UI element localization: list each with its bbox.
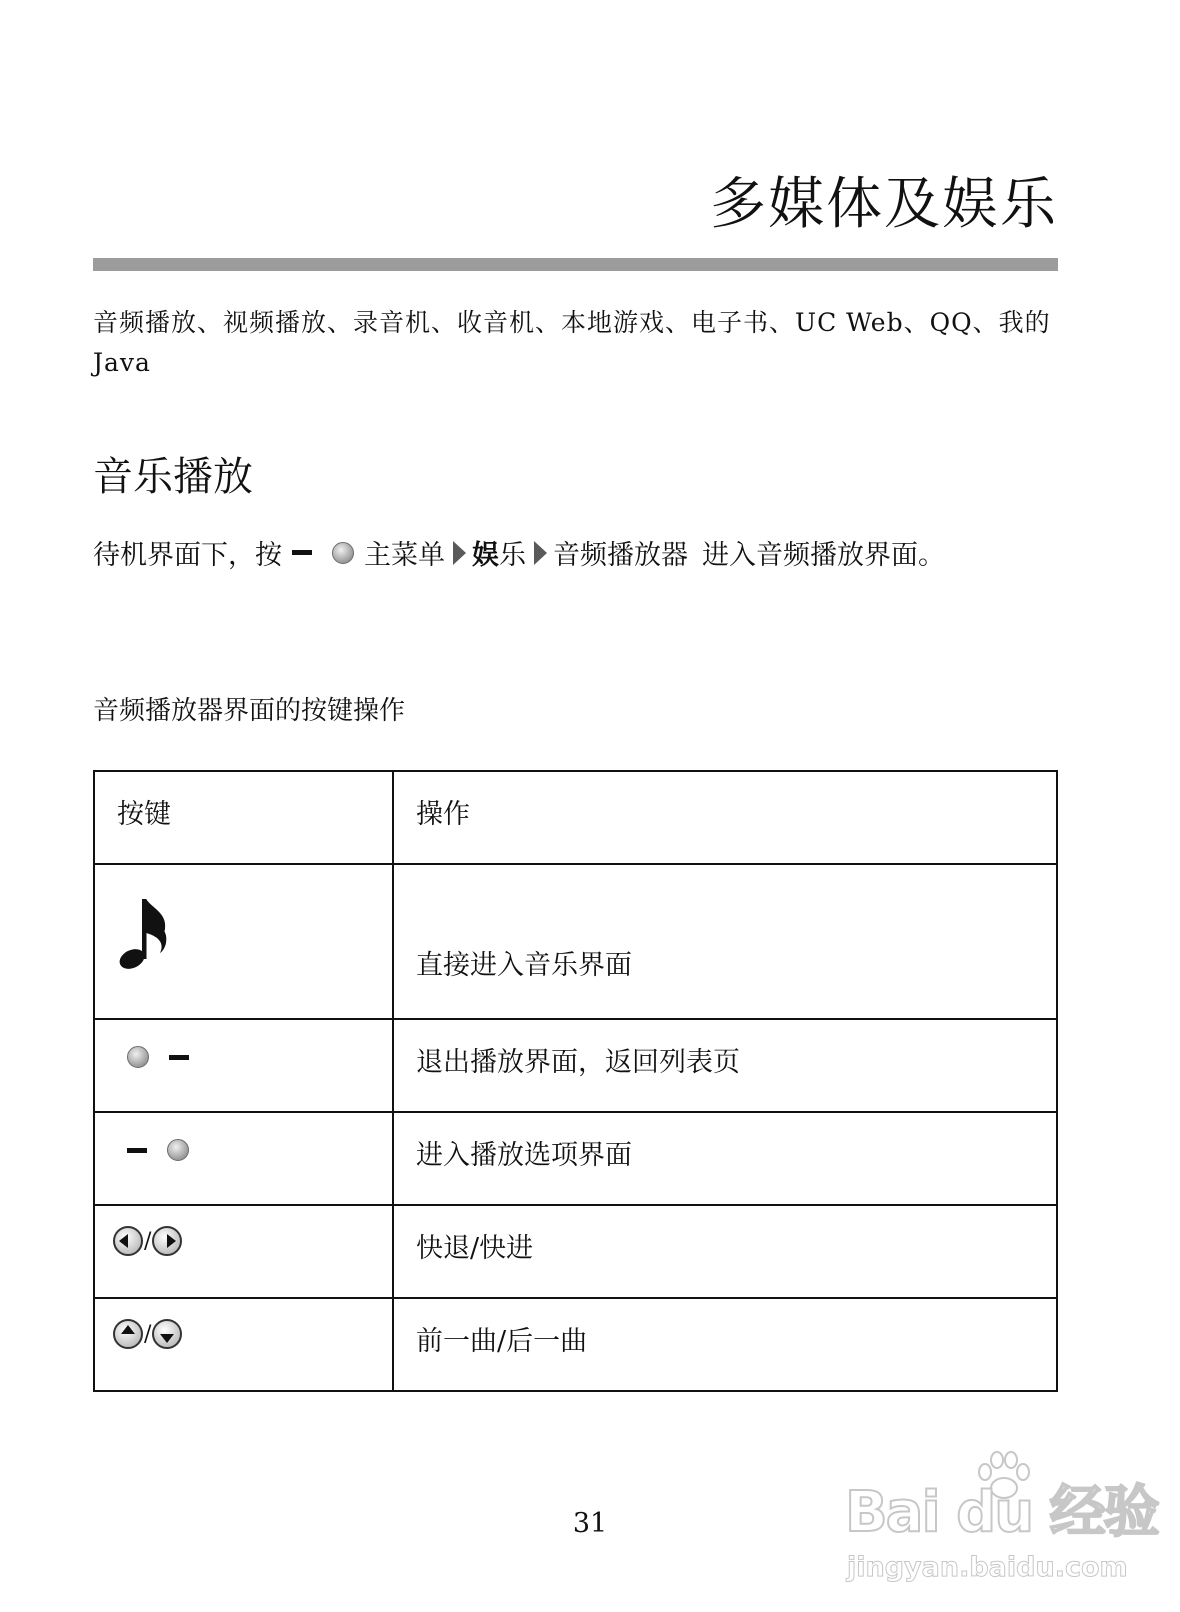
left-softkey-icon (127, 1148, 147, 1153)
table-caption: 音频播放器界面的按键操作 (93, 696, 406, 726)
nav-right-key-icon (152, 1226, 182, 1256)
key-cell (94, 1019, 393, 1112)
header-action: 操作 (416, 799, 470, 830)
center-key-icon (167, 1139, 189, 1161)
header-key: 按键 (117, 799, 171, 830)
arrow-right-icon (453, 541, 466, 565)
key-cell (94, 1112, 393, 1205)
center-key-icon (332, 542, 354, 564)
action-text: 退出播放界面，返回列表页 (416, 1047, 740, 1078)
action-text: 前一曲/后一曲 (416, 1326, 588, 1357)
key-combination (117, 1046, 392, 1068)
right-softkey-icon (169, 1055, 189, 1060)
nav-up-key-icon (113, 1319, 143, 1349)
music-note-icon (117, 895, 392, 980)
baidu-watermark (845, 1450, 1158, 1600)
table-header-row (94, 771, 1057, 864)
key-combination (113, 1226, 392, 1256)
key-operation-table (93, 770, 1058, 1392)
watermark-url: jingyan.baidu.com (847, 1552, 1128, 1583)
separator: / (144, 1321, 152, 1347)
nav-step-entertainment-bold: 娱 (472, 540, 499, 571)
table-row (94, 1298, 1057, 1391)
left-softkey-icon (292, 550, 312, 555)
arrow-right-icon (534, 541, 547, 565)
nav-step-audio-player: 音频播放器 (553, 540, 688, 571)
action-text: 进入播放选项界面 (416, 1140, 632, 1171)
chapter-title: 多媒体及娱乐 (710, 172, 1058, 237)
nav-suffix: 进入音频播放界面。 (702, 540, 945, 571)
table-row (94, 1205, 1057, 1298)
table-row (94, 1019, 1057, 1112)
intro-feature-list: 音频播放、视频播放、录音机、收音机、本地游戏、电子书、UC Web、QQ、我的 Java (93, 308, 1051, 377)
action-cell (393, 1298, 1057, 1391)
nav-step-entertainment-rest: 乐 (499, 540, 526, 571)
action-text: 快退/快进 (416, 1233, 534, 1264)
table-row (94, 864, 1057, 1019)
key-combination (113, 1319, 392, 1349)
action-cell (393, 1019, 1057, 1112)
key-combination (117, 1139, 392, 1161)
key-cell (94, 1298, 393, 1391)
header-action-cell (393, 771, 1057, 864)
action-cell (393, 1112, 1057, 1205)
nav-down-key-icon (152, 1319, 182, 1349)
center-key-icon (127, 1046, 149, 1068)
header-key-cell (94, 771, 393, 864)
key-cell (94, 864, 393, 1019)
nav-prefix: 待机界面下，按 (93, 540, 282, 571)
action-text: 直接进入音乐界面 (416, 950, 632, 981)
nav-left-key-icon (113, 1226, 143, 1256)
action-cell (393, 864, 1057, 1019)
page-number: 31 (572, 1508, 608, 1539)
key-cell (94, 1205, 393, 1298)
action-cell (393, 1205, 1057, 1298)
section-title: 音乐播放 (93, 454, 253, 500)
title-rule (93, 258, 1058, 271)
nav-step-main-menu: 主菜单 (364, 540, 445, 571)
table-row (94, 1112, 1057, 1205)
watermark-logo: Bai du 经验 (845, 1480, 1158, 1545)
separator: / (144, 1228, 152, 1254)
navigation-instruction (93, 533, 945, 572)
